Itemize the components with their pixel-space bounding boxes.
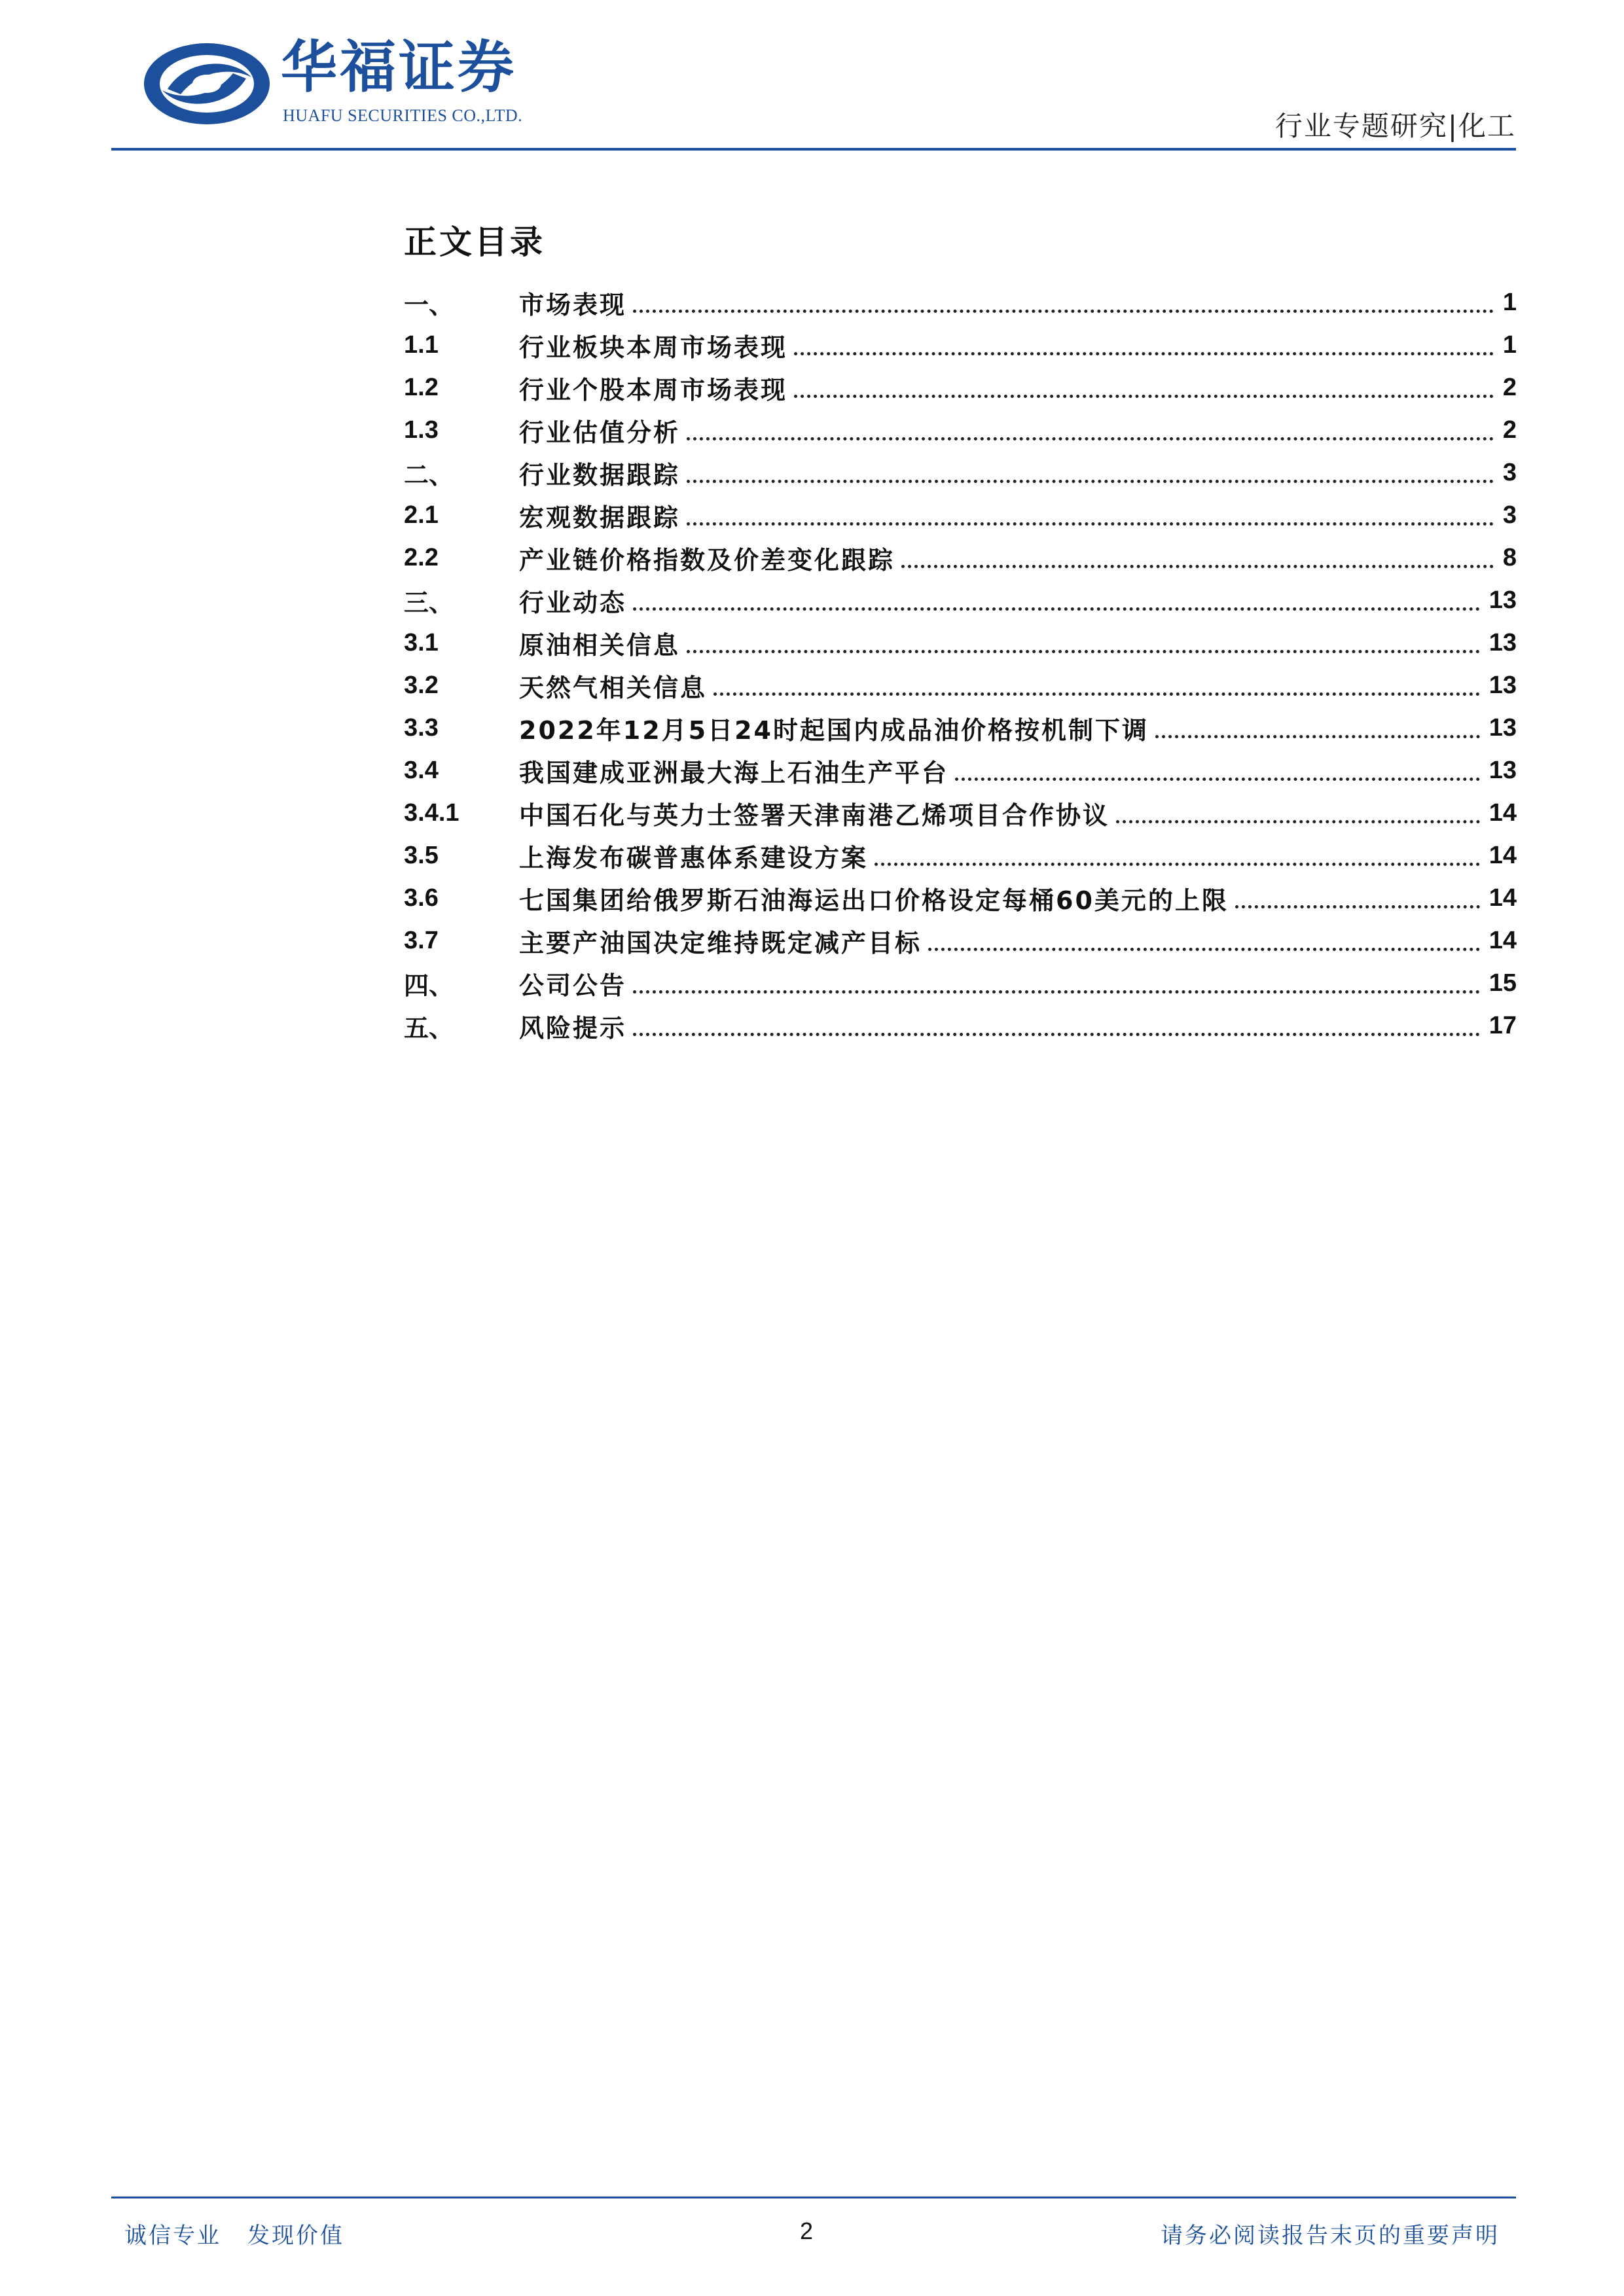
toc-leader-dots [1235, 905, 1480, 908]
toc-title: 正文目录 [404, 223, 545, 261]
logo-english-name: HUAFU SECURITIES CO.,LTD. [283, 106, 523, 125]
toc-entry-page: 2 [1502, 374, 1517, 401]
toc-entry[interactable] [404, 877, 1517, 920]
toc-entry-title: 市场表现 [519, 291, 627, 319]
toc-entry-title: 我国建成亚洲最大海上石油生产平台 [519, 759, 949, 787]
toc-entry[interactable] [404, 579, 1517, 622]
toc-entry[interactable] [404, 281, 1517, 324]
toc-entry[interactable] [404, 834, 1517, 877]
toc-leader-dots [687, 650, 1480, 653]
toc-entry-title: 产业链价格指数及价差变化跟踪 [519, 546, 895, 575]
toc-entry-number: 1.3 [404, 416, 439, 444]
toc-entry-page: 14 [1489, 799, 1517, 827]
report-category: 行业专题研究|化工 [1274, 110, 1516, 142]
toc-entry-number: 3.5 [404, 842, 439, 869]
toc-leader-dots [1155, 735, 1480, 738]
toc-entry-number: 1.1 [404, 331, 439, 359]
toc-entry-number: 2.2 [404, 544, 439, 571]
toc-entry-title: 风险提示 [519, 1014, 627, 1043]
toc-entry-number: 3.4.1 [404, 799, 460, 827]
huafu-emblem-icon [141, 38, 272, 130]
toc-entry-title: 宏观数据跟踪 [519, 503, 681, 532]
toc-entry[interactable] [404, 409, 1517, 452]
toc-entry-title: 行业板块本周市场表现 [519, 333, 788, 362]
toc-entry-title: 行业估值分析 [519, 418, 681, 447]
toc-leader-dots [794, 352, 1494, 355]
toc-leader-dots [928, 948, 1480, 951]
toc-leader-dots [875, 863, 1480, 866]
toc-entry-page: 13 [1489, 757, 1517, 784]
toc-entry[interactable] [404, 1005, 1517, 1047]
footer-disclaimer: 请务必阅读报告末页的重要声明 [1161, 2223, 1500, 2249]
toc-entry-title: 行业动态 [519, 588, 627, 617]
footer-slogan-2: 发现价值 [247, 2223, 344, 2249]
toc-entry[interactable] [404, 622, 1517, 664]
toc-entry[interactable] [404, 749, 1517, 792]
header-divider [111, 148, 1516, 151]
toc-entry-number: 3.3 [404, 714, 439, 742]
toc-entry-number: 五、 [404, 1014, 454, 1043]
toc-entry-page: 3 [1502, 459, 1517, 486]
toc-entry-title: 中国石化与英力士签署天津南港乙烯项目合作协议 [519, 801, 1110, 830]
toc-entry-title: 主要产油国决定维持既定减产目标 [519, 929, 922, 958]
toc-entry-number: 3.1 [404, 629, 439, 656]
toc-entry-number: 3.2 [404, 672, 439, 699]
toc-entry-page: 3 [1502, 501, 1517, 529]
page-number: 2 [800, 2217, 814, 2244]
toc-entry-title: 2022年12月5日24时起国内成品油价格按机制下调 [519, 716, 1149, 745]
toc-leader-dots [633, 310, 1494, 313]
toc-entry-title: 行业个股本周市场表现 [519, 376, 788, 404]
toc-entry-page: 13 [1489, 714, 1517, 742]
toc-entry[interactable] [404, 962, 1517, 1005]
footer-divider [111, 2197, 1516, 2198]
toc-leader-dots [713, 692, 1480, 696]
toc-entry-page: 13 [1489, 672, 1517, 699]
toc-entry-page: 1 [1502, 289, 1517, 316]
table-of-contents [404, 281, 1517, 1047]
toc-leader-dots [794, 395, 1494, 398]
toc-entry-page: 14 [1489, 927, 1517, 954]
toc-entry-number: 3.4 [404, 757, 439, 784]
logo-chinese-name: 华福证券 [281, 34, 516, 100]
toc-leader-dots [633, 990, 1480, 994]
toc-entry[interactable] [404, 792, 1517, 834]
toc-entry-title: 公司公告 [519, 971, 627, 1000]
toc-entry[interactable] [404, 537, 1517, 579]
footer-slogan [124, 2217, 344, 2250]
toc-entry[interactable] [404, 452, 1517, 494]
toc-leader-dots [633, 1033, 1480, 1036]
toc-entry[interactable] [404, 494, 1517, 537]
toc-entry-page: 13 [1489, 629, 1517, 656]
toc-entry-title: 原油相关信息 [519, 631, 681, 660]
toc-entry[interactable] [404, 664, 1517, 707]
toc-entry-number: 1.2 [404, 374, 439, 401]
toc-entry-title: 天然气相关信息 [519, 673, 708, 702]
toc-leader-dots [901, 565, 1494, 568]
toc-leader-dots [687, 480, 1494, 483]
toc-leader-dots [1116, 820, 1480, 823]
toc-entry-number: 3.6 [404, 884, 439, 912]
huafu-logo [141, 34, 547, 130]
toc-leader-dots [955, 778, 1480, 781]
toc-entry-number: 一、 [404, 291, 454, 319]
toc-entry-page: 8 [1502, 544, 1517, 571]
footer-slogan-1: 诚信专业 [124, 2223, 221, 2249]
toc-entry[interactable] [404, 920, 1517, 962]
toc-entry-title: 上海发布碳普惠体系建设方案 [519, 844, 869, 872]
toc-entry[interactable] [404, 367, 1517, 409]
toc-entry[interactable] [404, 324, 1517, 367]
toc-entry-page: 17 [1489, 1012, 1517, 1039]
toc-entry-page: 2 [1502, 416, 1517, 444]
toc-leader-dots [687, 522, 1494, 526]
toc-entry-page: 14 [1489, 884, 1517, 912]
toc-entry-page: 13 [1489, 586, 1517, 614]
toc-entry-title: 行业数据跟踪 [519, 461, 681, 490]
toc-leader-dots [633, 607, 1480, 611]
toc-entry-page: 14 [1489, 842, 1517, 869]
toc-entry-number: 3.7 [404, 927, 439, 954]
toc-entry-number: 三、 [404, 588, 454, 617]
toc-entry-number: 二、 [404, 461, 454, 490]
toc-entry-title: 七国集团给俄罗斯石油海运出口价格设定每桶60美元的上限 [519, 886, 1229, 915]
toc-leader-dots [687, 437, 1494, 440]
toc-entry-number: 四、 [404, 971, 454, 1000]
toc-entry-page: 15 [1489, 969, 1517, 997]
toc-entry-number: 2.1 [404, 501, 439, 529]
toc-entry-page: 1 [1502, 331, 1517, 359]
toc-entry[interactable] [404, 707, 1517, 749]
